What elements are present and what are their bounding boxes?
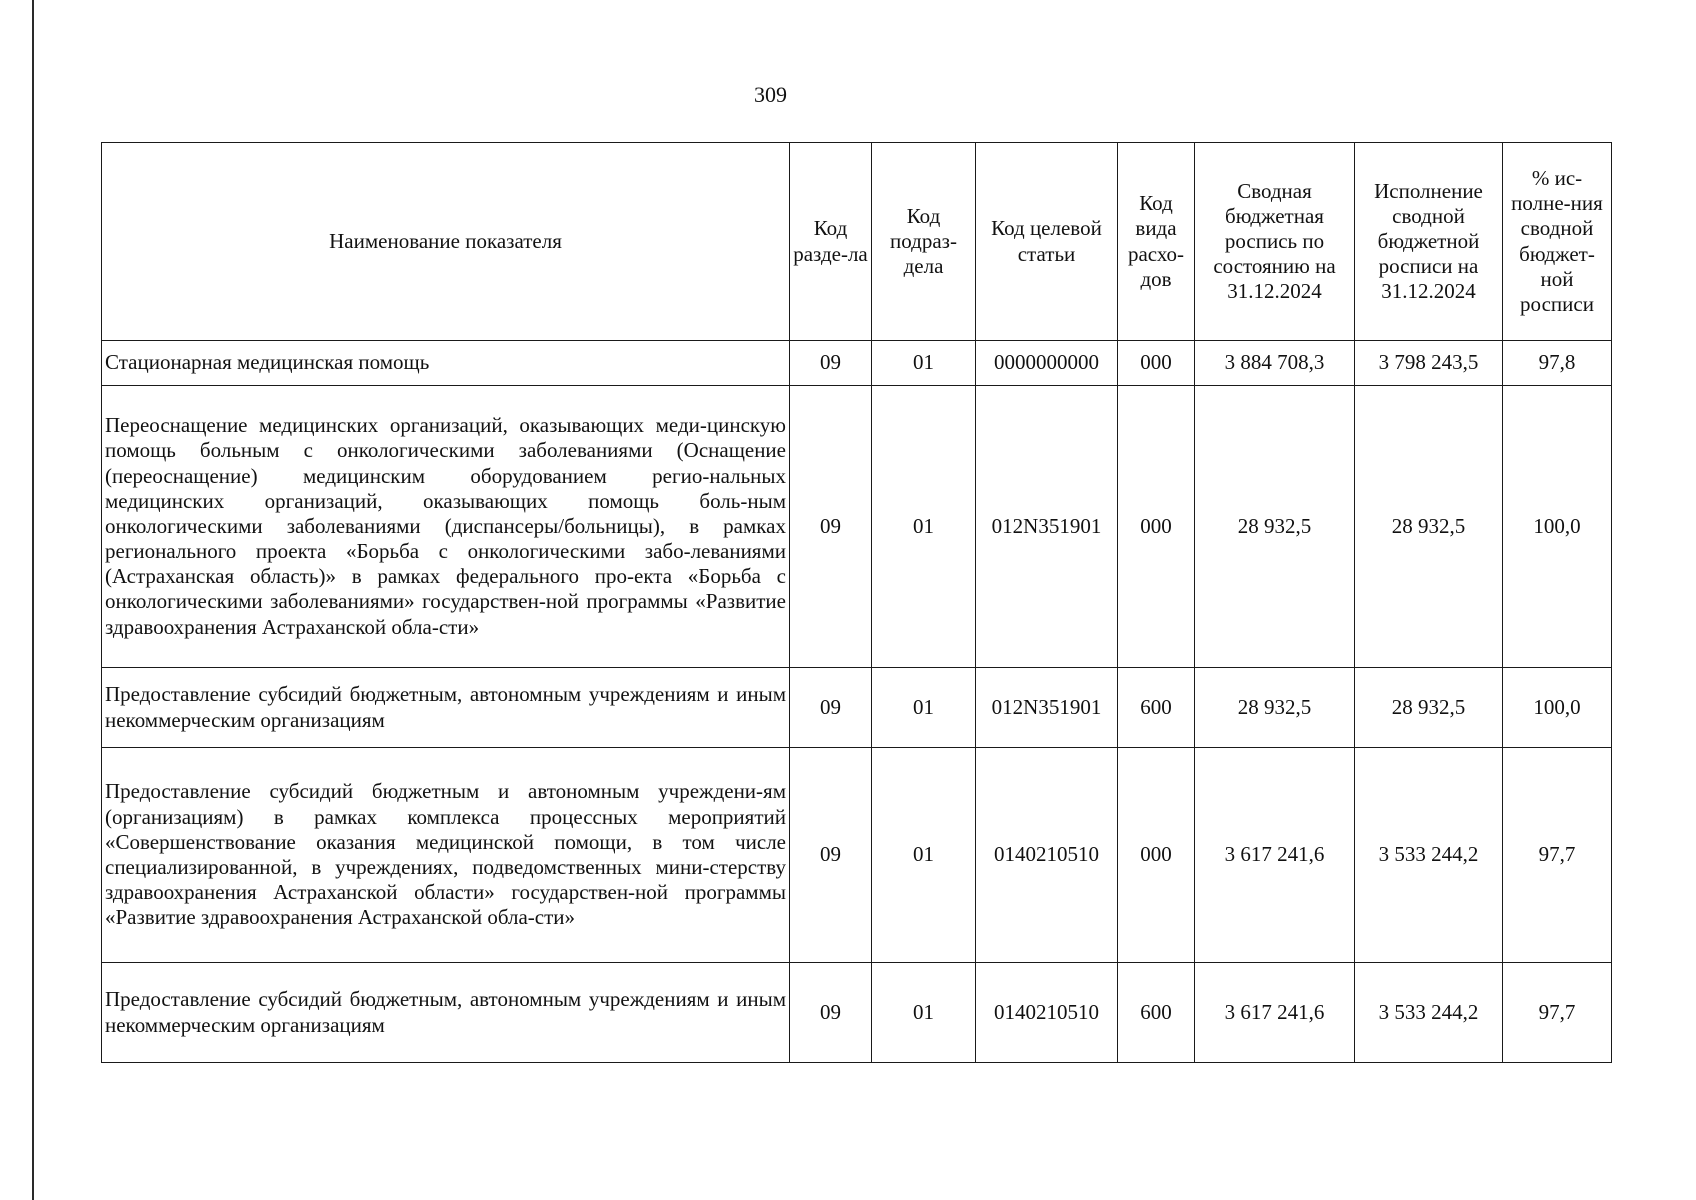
row-subsection: 01 xyxy=(872,748,976,963)
row-name: Стационарная медицинская помощь xyxy=(102,341,790,386)
row-target: 012N351901 xyxy=(976,386,1118,668)
row-target: 012N351901 xyxy=(976,668,1118,748)
row-section: 09 xyxy=(790,341,872,386)
row-execution: 3 533 244,2 xyxy=(1355,963,1503,1063)
row-target: 0140210510 xyxy=(976,748,1118,963)
header-target-code: Код целевой статьи xyxy=(976,143,1118,341)
header-indicator-name: Наименование показателя xyxy=(102,143,790,341)
table-row xyxy=(102,341,1612,386)
row-execution: 28 932,5 xyxy=(1355,668,1503,748)
table-row xyxy=(102,963,1612,1063)
table-row xyxy=(102,386,1612,668)
row-budget: 3 617 241,6 xyxy=(1195,748,1355,963)
row-percent: 97,8 xyxy=(1503,341,1612,386)
row-execution: 3 798 243,5 xyxy=(1355,341,1503,386)
row-expense-type: 600 xyxy=(1118,963,1195,1063)
row-expense-type: 000 xyxy=(1118,748,1195,963)
row-expense-type: 000 xyxy=(1118,386,1195,668)
page-number xyxy=(0,82,1696,108)
row-section: 09 xyxy=(790,748,872,963)
row-percent: 100,0 xyxy=(1503,386,1612,668)
header-budget-schedule: Сводная бюджетная роспись по состоянию на 31.12.2024 xyxy=(1195,143,1355,341)
row-target: 0140210510 xyxy=(976,963,1118,1063)
scan-edge-line xyxy=(32,0,34,1200)
row-execution: 3 533 244,2 xyxy=(1355,748,1503,963)
row-subsection: 01 xyxy=(872,386,976,668)
header-subsection-code: Код подраз-дела xyxy=(872,143,976,341)
row-budget: 28 932,5 xyxy=(1195,668,1355,748)
row-expense-type: 600 xyxy=(1118,668,1195,748)
row-name: Предоставление субсидий бюджетным, автономным учреждениям и иным некоммерческим организациям xyxy=(102,668,790,748)
row-name: Предоставление субсидий бюджетным и автономным учреждени-ям (организациям) в рамках комплекса процессных мероприятий «Совершенствование оказания медицинской помощи, в том числе специализированной, в учреждениях, подведомственных мини-стерству здравоохранения Астраханской области» государствен-ной программы «Развитие здравоохранения Астраханской обла-сти» xyxy=(102,748,790,963)
table-row xyxy=(102,748,1612,963)
row-percent: 97,7 xyxy=(1503,748,1612,963)
row-subsection: 01 xyxy=(872,668,976,748)
row-percent: 100,0 xyxy=(1503,668,1612,748)
row-name: Предоставление субсидий бюджетным, автономным учреждениям и иным некоммерческим организациям xyxy=(102,963,790,1063)
row-budget: 28 932,5 xyxy=(1195,386,1355,668)
row-expense-type: 000 xyxy=(1118,341,1195,386)
header-section-code: Код разде-ла xyxy=(790,143,872,341)
header-percent: % ис-полне-ния сводной бюджет-ной росписи xyxy=(1503,143,1612,341)
row-section: 09 xyxy=(790,386,872,668)
page-number-text: 309 xyxy=(754,82,787,107)
row-subsection: 01 xyxy=(872,341,976,386)
row-section: 09 xyxy=(790,963,872,1063)
header-expense-type-code: Код вида расхо-дов xyxy=(1118,143,1195,341)
table-row xyxy=(102,668,1612,748)
row-budget: 3 617 241,6 xyxy=(1195,963,1355,1063)
row-budget: 3 884 708,3 xyxy=(1195,341,1355,386)
table-header-row xyxy=(102,143,1612,341)
row-subsection: 01 xyxy=(872,963,976,1063)
row-name: Переоснащение медицинских организаций, оказывающих меди-цинскую помощь больным с онкологическими заболеваниями (Оснащение (переоснащение) медицинским оборудованием регио-нальных медицинских организаций, оказывающих помощь боль-ным онкологическими заболеваниями (диспансеры/больницы), в рамках регионального проекта «Борьба с онкологическими забо-леваниями (Астраханская область)» в рамках федерального про-екта «Борьба с онкологическими заболеваниями» государствен-ной программы «Развитие здравоохранения Астраханской обла-сти» xyxy=(102,386,790,668)
budget-table xyxy=(101,142,1612,1063)
header-execution: Исполнение сводной бюджетной росписи на 31.12.2024 xyxy=(1355,143,1503,341)
row-percent: 97,7 xyxy=(1503,963,1612,1063)
row-target: 0000000000 xyxy=(976,341,1118,386)
row-execution: 28 932,5 xyxy=(1355,386,1503,668)
row-section: 09 xyxy=(790,668,872,748)
